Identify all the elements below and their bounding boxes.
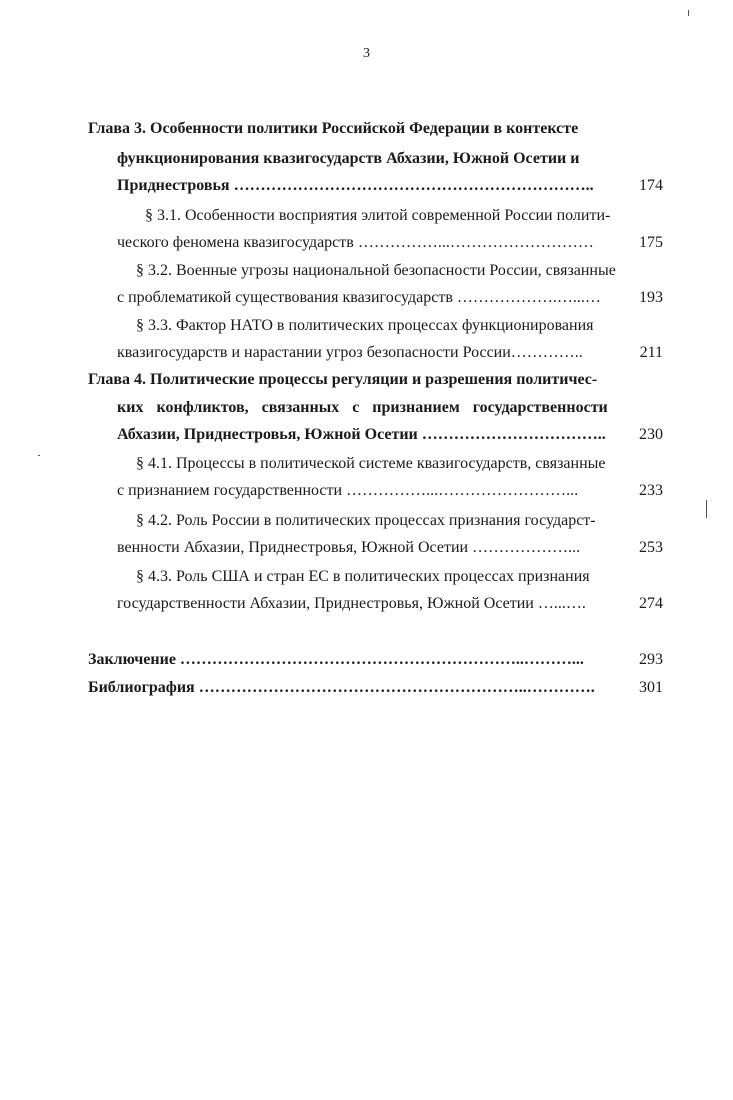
section-4-3-page: 274 xyxy=(639,595,663,612)
section-4-2-line-1: § 4.2. Роль России в политических процессах признания государст- xyxy=(136,512,596,529)
section-3-1-page: 175 xyxy=(639,234,663,251)
section-4-1-line-2: с признанием государственности ……………...……………………... xyxy=(117,482,579,499)
chapter-4-title-line-1: Глава 4. Политические процессы регуляции и разрешения политичес- xyxy=(88,371,598,388)
bibliography-entry: Библиография ……………………………………………………..…………. xyxy=(88,679,595,696)
page-number: 3 xyxy=(363,46,370,61)
chapter-4-title-line-2: ких конфликтов, связанных с признанием государственности xyxy=(117,399,608,416)
scan-speck xyxy=(706,500,707,518)
section-3-2-line-2: с проблематикой существования квазигосударств ……………….…...… xyxy=(117,289,601,306)
conclusion-entry: Заключение ………………………………………………………..………... xyxy=(88,651,584,668)
section-4-2-page: 253 xyxy=(639,539,663,556)
section-3-3-line-2: квазигосударств и нарастании угроз безопасности России………….. xyxy=(117,344,583,361)
section-3-1-line-1: § 3.1. Особенности восприятия элитой современной России полити- xyxy=(145,207,611,224)
section-4-2-line-2: венности Абхазии, Приднестровья, Южной Осетии ………………... xyxy=(117,539,581,556)
section-4-1-page: 233 xyxy=(639,482,663,499)
section-3-2-page: 193 xyxy=(639,289,663,306)
scan-speck xyxy=(38,455,40,456)
chapter-3-title-line-1: Глава 3. Особенности политики Российской Федерации в контексте xyxy=(88,120,579,137)
section-4-3-line-2: государственности Абхазии, Приднестровья, Южной Осетии …...…. xyxy=(117,595,586,612)
chapter-3-page: 174 xyxy=(639,177,663,194)
section-4-3-line-1: § 4.3. Роль США и стран ЕС в политических процессах признания xyxy=(136,568,590,585)
section-3-2-line-1: § 3.2. Военные угрозы национальной безопасности России, связанные xyxy=(136,262,616,279)
scan-speck xyxy=(688,10,689,16)
section-3-1-line-2: ческого феномена квазигосударств ……………...……………………… xyxy=(117,234,594,251)
section-3-3-line-1: § 3.3. Фактор НАТО в политических процессах функционирования xyxy=(136,317,594,334)
section-4-1-line-1: § 4.1. Процессы в политической системе квазигосударств, связанные xyxy=(136,455,606,472)
chapter-3-title-line-2: функционирования квазигосударств Абхазии, Южной Осетии и xyxy=(117,150,580,167)
chapter-4-title-line-3: Абхазии, Приднестровья, Южной Осетии …………………………….. xyxy=(117,426,606,443)
chapter-4-page: 230 xyxy=(639,426,663,443)
bibliography-page: 301 xyxy=(639,679,663,696)
section-3-3-page: 211 xyxy=(639,344,663,361)
conclusion-page: 293 xyxy=(639,651,663,668)
chapter-3-title-line-3: Приднестровья ………………………………………………………….. xyxy=(117,177,594,194)
